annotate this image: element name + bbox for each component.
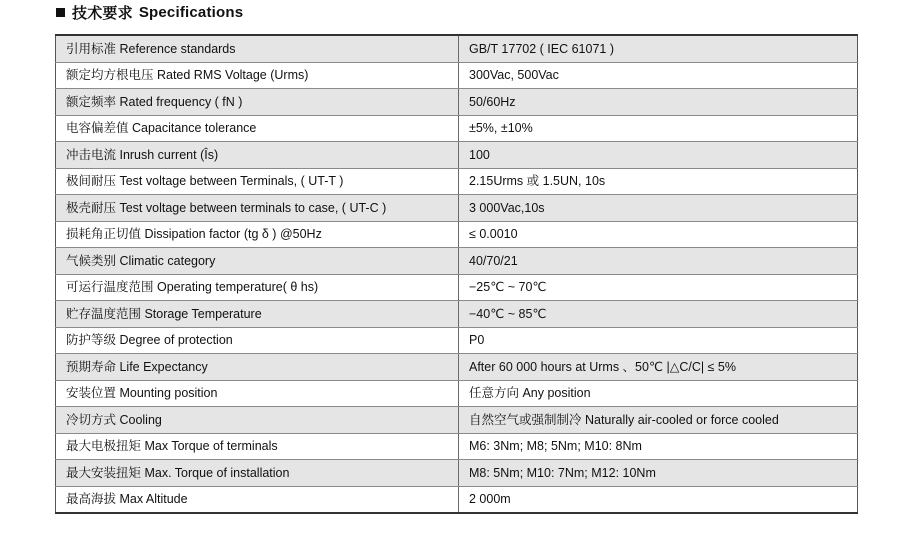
- spec-value: ±5%, ±10%: [459, 115, 858, 142]
- spec-label: 安装位置 Mounting position: [56, 380, 459, 407]
- spec-row: [56, 195, 858, 222]
- spec-value: M6: 3Nm; M8; 5Nm; M10: 8Nm: [459, 433, 858, 460]
- heading-title-cn: 技术要求: [72, 4, 133, 22]
- spec-label: 最大安装扭矩 Max. Torque of installation: [56, 460, 459, 487]
- spec-row: [56, 407, 858, 434]
- spec-row: [56, 433, 858, 460]
- spec-value: −25℃ ~ 70℃: [459, 274, 858, 301]
- spec-value: 自然空气或强制制冷 Naturally air-cooled or force cooled: [459, 407, 858, 434]
- spec-label: 极壳耐压 Test voltage between terminals to case, ( UT-C ): [56, 195, 459, 222]
- spec-label: 电容偏差值 Capacitance tolerance: [56, 115, 459, 142]
- spec-row: [56, 354, 858, 381]
- spec-label: 气候类别 Climatic category: [56, 248, 459, 275]
- spec-label: 冲击电流 Inrush current (Îs): [56, 142, 459, 169]
- spec-row: [56, 248, 858, 275]
- spec-label: 防护等级 Degree of protection: [56, 327, 459, 354]
- spec-value: 300Vac, 500Vac: [459, 62, 858, 89]
- spec-value: 100: [459, 142, 858, 169]
- spec-label: 额定均方根电压 Rated RMS Voltage (Urms): [56, 62, 459, 89]
- spec-value: M8: 5Nm; M10: 7Nm; M12: 10Nm: [459, 460, 858, 487]
- spec-row: [56, 486, 858, 513]
- spec-row: [56, 274, 858, 301]
- spec-row: [56, 62, 858, 89]
- specifications-table-body: [56, 35, 858, 513]
- spec-value: 2.15Urms 或 1.5UN, 10s: [459, 168, 858, 195]
- spec-row: [56, 460, 858, 487]
- spec-value: −40℃ ~ 85℃: [459, 301, 858, 328]
- spec-value: P0: [459, 327, 858, 354]
- spec-row: [56, 115, 858, 142]
- spec-value: ≤ 0.0010: [459, 221, 858, 248]
- spec-label: 预期寿命 Life Expectancy: [56, 354, 459, 381]
- spec-label: 损耗角正切值 Dissipation factor (tg δ ) @50Hz: [56, 221, 459, 248]
- spec-value: 40/70/21: [459, 248, 858, 275]
- spec-value: GB/T 17702 ( IEC 61071 ): [459, 35, 858, 62]
- square-bullet-icon: [56, 8, 65, 17]
- spec-label: 引用标准 Reference standards: [56, 35, 459, 62]
- spec-label: 冷切方式 Cooling: [56, 407, 459, 434]
- spec-row: [56, 327, 858, 354]
- specifications-table: [55, 34, 858, 514]
- spec-label: 最大电极扭矩 Max Torque of terminals: [56, 433, 459, 460]
- spec-label: 极间耐压 Test voltage between Terminals, ( UT-T ): [56, 168, 459, 195]
- spec-label: 额定频率 Rated frequency ( fN ): [56, 89, 459, 116]
- spec-row: [56, 380, 858, 407]
- spec-label: 贮存温度范围 Storage Temperature: [56, 301, 459, 328]
- spec-value: 2 000m: [459, 486, 858, 513]
- spec-row: [56, 89, 858, 116]
- section-heading: [56, 1, 243, 23]
- spec-label: 可运行温度范围 Operating temperature( θ hs): [56, 274, 459, 301]
- heading-title-en: Specifications: [138, 3, 244, 21]
- spec-row: [56, 301, 858, 328]
- spec-value: 50/60Hz: [459, 89, 858, 116]
- spec-value: 3 000Vac,10s: [459, 195, 858, 222]
- spec-value: After 60 000 hours at Urms 、50℃ |△C/C| ≤ 5%: [459, 354, 858, 381]
- spec-row: [56, 142, 858, 169]
- spec-label: 最高海拔 Max Altitude: [56, 486, 459, 513]
- spec-value: 任意方向 Any position: [459, 380, 858, 407]
- spec-row: [56, 168, 858, 195]
- spec-row: [56, 221, 858, 248]
- spec-row: [56, 35, 858, 62]
